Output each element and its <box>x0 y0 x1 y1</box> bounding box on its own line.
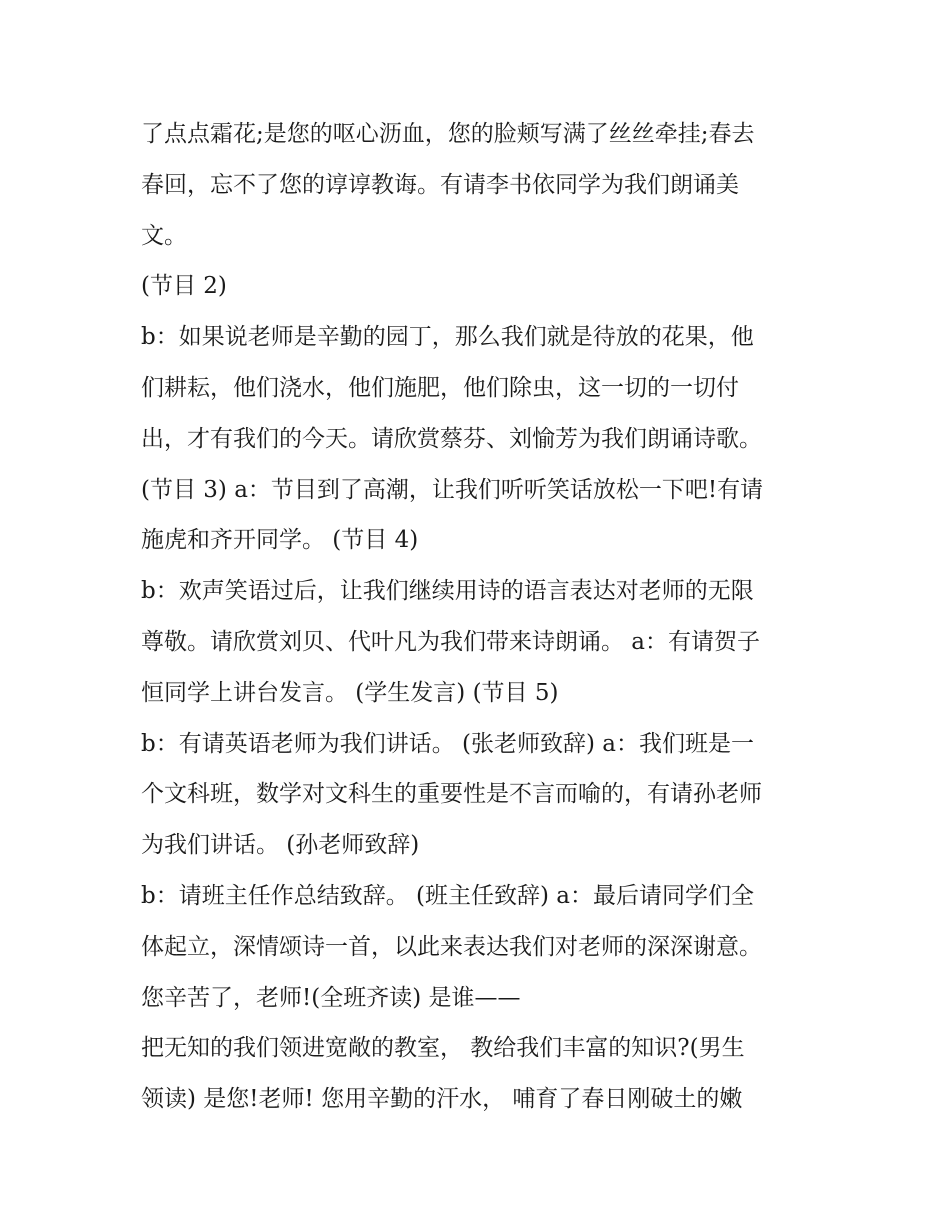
text-line: b：如果说老师是辛勤的园丁，那么我们就是待放的花果，他 <box>141 324 754 351</box>
text-line: 为我们讲话。 (孙老师致辞) <box>141 832 420 859</box>
text-line: 尊敬。请欣赏刘贝、代叶凡为我们带来诗朗诵。 a：有请贺子 <box>141 628 761 655</box>
text-line: b：有请英语老师为我们讲话。 (张老师致辞) a：我们班是一 <box>141 730 755 757</box>
text-line: b：欢声笑语过后，让我们继续用诗的语言表达对老师的无限 <box>141 578 754 605</box>
text-line: (节目 3) a：节目到了高潮，让我们听听笑话放松一下吧!有请 <box>141 476 764 503</box>
text-line: 领读) 是您!老师! 您用辛勤的汗水， 哺育了春日刚破土的嫩 <box>141 1086 743 1113</box>
text-line: 体起立，深情颂诗一首，以此来表达我们对老师的深深谢意。 <box>141 933 762 960</box>
text-line: 恒同学上讲台发言。 (学生发言) (节目 5) <box>141 679 559 706</box>
text-line: 出，才有我们的今天。请欣赏蔡芬、刘愉芳为我们朗诵诗歌。 <box>141 425 762 452</box>
text-line: 们耕耘，他们浇水，他们施肥，他们除虫，这一切的一切付 <box>141 374 739 401</box>
text-line: 个文科班，数学对文科生的重要性是不言而喻的，有请孙老师 <box>141 781 762 808</box>
text-line: 把无知的我们领进宽敞的教室， 教给我们丰富的知识?(男生 <box>141 1035 745 1062</box>
text-line: 春回，忘不了您的谆谆教诲。有请李书依同学为我们朗诵美 <box>141 171 739 198</box>
text-line: 您辛苦了，老师!(全班齐读) 是谁—— <box>141 984 521 1011</box>
text-line: b：请班主任作总结致辞。 (班主任致辞) a：最后请同学们全 <box>141 882 755 909</box>
program-marker-line: (节目 2) <box>141 273 227 300</box>
document-text-body <box>141 109 831 1125</box>
text-line: 了点点霜花;是您的呕心沥血，您的脸颊写满了丝丝牵挂;春去 <box>141 121 755 147</box>
text-line: 文。 <box>141 222 187 249</box>
text-line: 施虎和齐开同学。 (节目 4) <box>141 527 419 554</box>
